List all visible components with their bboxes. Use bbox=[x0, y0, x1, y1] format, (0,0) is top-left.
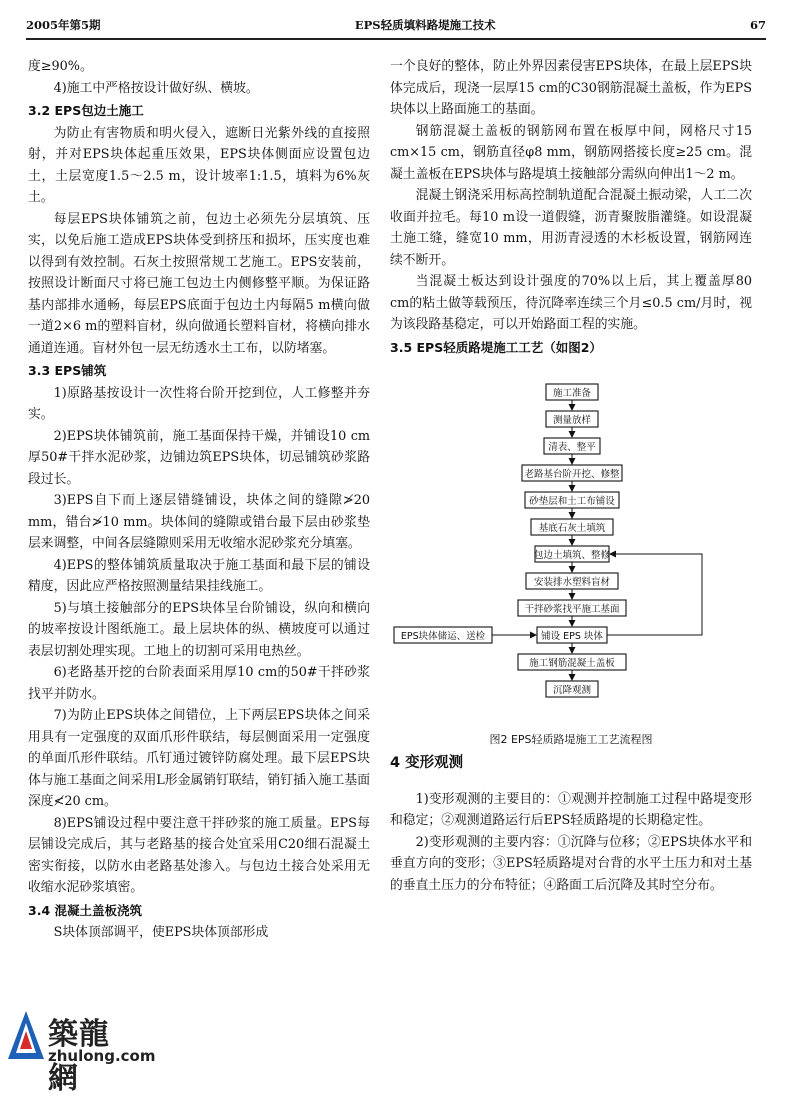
header-divider bbox=[26, 38, 766, 40]
paragraph: 钢筋混凝土盖板的钢筋网布置在板厚中间，网格尺寸15 cm×15 cm，钢筋直径φ8 mm，钢筋网搭接长度≥25 cm。混凝土盖板在EPS块体与路堤填土接触部分需纵向伸出1～2 m。 bbox=[390, 123, 752, 182]
flow-step-label: 沉降观测 bbox=[552, 685, 592, 696]
section-heading-4: 4 变形观测 bbox=[390, 755, 464, 771]
paragraph: 4)EPS的整体铺筑质量取决于施工基面和最下层的铺设精度，因此应严格按照测量结果挂线施工。 bbox=[28, 557, 370, 594]
flow-step-label: 包边土填筑、整修 bbox=[533, 550, 611, 561]
zhulong-logo-icon bbox=[6, 1009, 46, 1065]
section-heading-3-3: 3.3 EPS铺筑 bbox=[28, 363, 107, 378]
paragraph: 一个良好的整体，防止外界因素侵害EPS块体，在最上层EPS块体完成后，现浇一层厚15 cm的C30钢筋混凝土盖板，作为EPS块体以上路面施工的基面。 bbox=[390, 59, 752, 117]
paragraph: 2)EPS块体铺筑前，施工基面保持干燥，并铺设10 cm厚50#干拌水泥砂浆，边铺边筑EPS块体，切忌铺筑砂浆路段过长。 bbox=[28, 428, 370, 487]
flowchart-figure bbox=[390, 380, 752, 746]
paragraph: 每层EPS块体铺筑之前，包边土必须先分层填筑、压实，以免后施工造成EPS块体受到挤压和损坏，压实度也难以得到有效控制。石灰土按照常规工艺施工。EPS安装前，按照设计断面尺寸将已施工包边土内侧修整平顺。为保证路基内部排水通畅，每层EPS底面于包边土内每隔5 m横向做一道2×6 m的塑料盲材，纵向做通长塑料盲材，将横向排水通道连通。盲材外包一层无纺透水土工布，以防堵塞。 bbox=[28, 211, 370, 356]
running-title: EPS轻质填料路堤施工技术 bbox=[354, 18, 496, 32]
right-column bbox=[390, 56, 752, 896]
flow-step-label: 老路基台阶开挖、修整 bbox=[524, 469, 620, 480]
flow-side-label: EPS块体储运、送检 bbox=[400, 631, 486, 642]
section-heading-3-4: 3.4 混凝土盖板浇筑 bbox=[28, 902, 142, 918]
watermark-logo bbox=[6, 1003, 156, 1096]
paragraph: S块体顶部调平，使EPS块体顶部形成 bbox=[53, 925, 269, 940]
section-heading-3-2: 3.2 EPS包边土施工 bbox=[28, 103, 144, 118]
figure-caption: 图2 EPS轻质路堤施工工艺流程图 bbox=[489, 732, 653, 746]
flow-step-label: 安装排水塑料盲材 bbox=[533, 577, 611, 588]
paragraph: 2)变形观测的主要内容：①沉降与位移；②EPS块体水平和垂直方向的变形；③EPS轻质路堤对台背的水平土压力和对土基的垂直土压力的分布特征；④路面工后沉降及其时空分布。 bbox=[390, 834, 752, 893]
paragraph: 5)与填土接触部分的EPS块体呈台阶铺设，纵向和横向的坡率按设计图纸施工。最上层块体的纵、横坡度可以通过表层切割处理实现。工地上的切割可采用电热丝。 bbox=[28, 600, 370, 659]
watermark-en: zhulong.com bbox=[48, 1047, 156, 1065]
paragraph: 度≥90%。 bbox=[28, 59, 93, 74]
page-header bbox=[26, 14, 766, 36]
paragraph: 当混凝土板达到设计强度的70%以上后，其上覆盖厚80 cm的粘土做等载预压，待沉降率连续三个月≤0.5 cm/月时，视为该段路基稳定，可以开始路面工程的实施。 bbox=[390, 274, 752, 332]
left-column bbox=[28, 56, 370, 944]
flow-step-label: 铺设 EPS 块体 bbox=[541, 631, 603, 642]
section-heading-3-5: 3.5 EPS轻质路堤施工工艺（如图2） bbox=[390, 339, 602, 355]
page-number: 67 bbox=[749, 18, 766, 32]
paragraph: 1)变形观测的主要目的：①观测并控制施工过程中路堤变形和稳定；②观测道路运行后EPS轻质路堤的长期稳定性。 bbox=[390, 791, 752, 828]
flow-step-label: 清表、整平 bbox=[548, 442, 596, 453]
paragraph: 4)施工中严格按设计做好纵、横坡。 bbox=[53, 80, 259, 96]
paragraph: 1)原路基按设计一次性将台阶开挖到位，人工修整并夯实。 bbox=[28, 385, 370, 422]
paragraph: 为防止有害物质和明火侵入，遮断日光紫外线的直接照射，并对EPS块体起重压效果，EPS块体侧面应设置包边土，土层宽度1.5～2.5 m，设计坡率1:1.5，填料为6%灰土。 bbox=[28, 125, 370, 205]
flow-step-label: 干拌砂浆找平施工基面 bbox=[524, 604, 620, 615]
watermark-cn: 築龍網 bbox=[48, 1017, 110, 1096]
paragraph: 7)为防止EPS块体之间错位，上下两层EPS块体之间采用具有一定强度的双面爪形件联结，每层侧面采用一定强度的单面爪形件联结。爪钉通过镀锌防腐处理。最下层EPS块体与施工基面之间采用L形金属销钉联结，销钉插入施工基面深度≮20 cm。 bbox=[28, 708, 370, 809]
journal-issue: 2005年第5期 bbox=[26, 18, 101, 32]
flow-step-label: 施工钢筋混凝土盖板 bbox=[529, 658, 615, 669]
paragraph: 8)EPS铺设过程中要注意干拌砂浆的施工质量。EPS每层铺设完成后，其与老路基的接合处宜采用C20细石混凝土密实衔接，以防水由老路基处渗入。与包边土接合处采用无收缩水泥砂浆填密。 bbox=[28, 815, 370, 895]
flow-loop-arrow bbox=[607, 554, 702, 635]
flow-step-label: 砂垫层和土工布铺设 bbox=[529, 496, 615, 507]
paragraph: 3)EPS自下而上逐层错缝铺设，块体之间的缝隙≯20 mm，错台≯10 mm。块体间的缝隙或错台最下层由砂浆垫层来调整，中间各层缝隙则采用无收缩水泥砂浆充分填塞。 bbox=[28, 493, 370, 551]
flow-step-label: 基底石灰土填筑 bbox=[538, 523, 606, 534]
paragraph: 6)老路基开挖的台阶表面采用厚10 cm的50#干拌砂浆找平并防水。 bbox=[28, 665, 370, 702]
flow-step-label: 测量放样 bbox=[552, 415, 592, 426]
flowchart-diagram bbox=[390, 380, 752, 715]
flow-step-label: 施工准备 bbox=[552, 388, 592, 399]
paragraph: 混凝土钢浇采用标高控制轨道配合混凝土振动梁，人工二次收面并拉毛。每10 m设一道假缝，沥青聚胺脂灌缝。如设混凝土施工缝，缝宽10 mm，用沥青浸透的木杉板设置，钢筋网连续不断开。 bbox=[390, 188, 752, 268]
